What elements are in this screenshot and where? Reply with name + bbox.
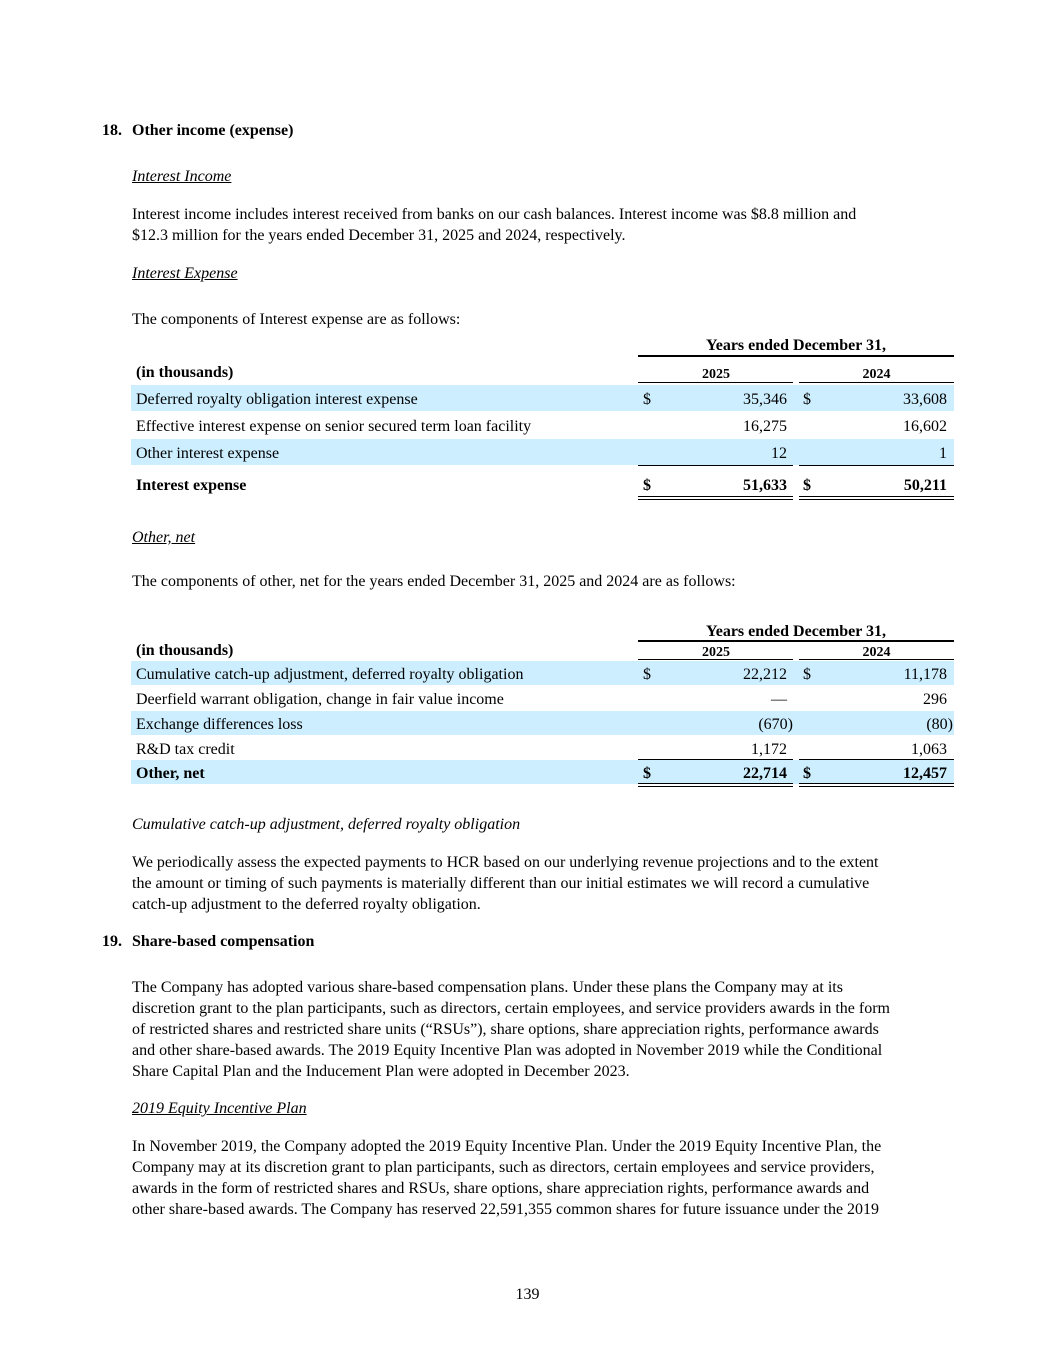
other-net-heading: Other, net (132, 529, 196, 546)
value-2025: — (771, 691, 787, 708)
para-line: The Company has adopted various share-based compensation plans. Under these plans the Company may at its (132, 979, 843, 996)
value-2024: 12,457 (903, 765, 947, 782)
para-line: of restricted shares and restricted share units (“RSUs”), share options, share appreciation rights, performance awards (132, 1021, 879, 1038)
dollar-sign: $ (643, 765, 651, 782)
dollar-sign: $ (643, 477, 651, 494)
table-row (131, 686, 954, 710)
interest-income-paragraph (132, 204, 954, 246)
column-header-2024: 2024 (862, 645, 891, 660)
equity-plan-heading: 2019 Equity Incentive Plan (132, 1100, 307, 1117)
row-label: Deerfield warrant obligation, change in fair value income (136, 691, 504, 708)
section-18-number: 18. (102, 122, 122, 139)
catchup-paragraph (132, 852, 954, 915)
para-line: Company may at its discretion grant to plan participants, such as directors, certain employees and service providers, (132, 1159, 875, 1176)
total-double-rule (799, 783, 954, 787)
dollar-sign: $ (803, 391, 811, 408)
catchup-heading: Cumulative catch-up adjustment, deferred royalty obligation (132, 816, 521, 833)
para-line: the amount or timing of such payments is materially different than our initial estimates we will record a cumulative (132, 875, 870, 892)
value-2024: 11,178 (903, 666, 947, 683)
dollar-sign: $ (643, 391, 651, 408)
column-rule (799, 659, 954, 660)
total-double-rule (638, 496, 793, 500)
table-total-row (131, 760, 954, 784)
total-double-rule (799, 496, 954, 500)
table-row (131, 711, 954, 735)
value-2025: 16,275 (743, 418, 787, 435)
row-label: Exchange differences loss (136, 716, 303, 733)
table-row (131, 736, 954, 760)
unit-label: (in thousands) (136, 364, 234, 381)
table-row (131, 385, 954, 411)
years-ended-header: Years ended December 31, (705, 623, 887, 640)
value-2024: 1 (939, 445, 947, 462)
para-line: awards in the form of restricted shares and RSUs, share options, share appreciation rights, performance awards and (132, 1180, 870, 1197)
value-2024: 33,608 (903, 391, 947, 408)
value-2024: (80) (926, 716, 953, 733)
para-line: catch-up adjustment to the deferred royalty obligation. (132, 896, 481, 913)
interest-expense-intro: The components of Interest expense are as follows: (132, 311, 461, 328)
value-2024: 50,211 (903, 477, 947, 494)
value-2025: 51,633 (743, 477, 787, 494)
other-net-intro: The components of other, net for the years ended December 31, 2025 and 2024 are as follows: (132, 573, 736, 590)
subtotal-rule (799, 465, 954, 466)
column-rule (638, 659, 793, 660)
value-2025: 22,714 (743, 765, 787, 782)
para-line: and other share-based awards. The 2019 Equity Incentive Plan was adopted in November 2019 while the Conditional (132, 1042, 883, 1059)
unit-label: (in thousands) (136, 642, 234, 659)
column-rule (638, 382, 793, 383)
row-label: Deferred royalty obligation interest expense (136, 391, 418, 408)
para-line: Share Capital Plan and the Inducement Plan were adopted in December 2023. (132, 1063, 630, 1080)
equity-plan-paragraph (132, 1136, 954, 1220)
para-line: other share-based awards. The Company has reserved 22,591,355 common shares for future issuance under the 2019 (132, 1201, 880, 1218)
value-2025: 35,346 (743, 391, 787, 408)
row-label: R&D tax credit (136, 741, 235, 758)
value-2025: 1,172 (751, 741, 787, 758)
row-label: Effective interest expense on senior secured term loan facility (136, 418, 532, 435)
years-ended-header: Years ended December 31, (705, 337, 887, 354)
dollar-sign: $ (643, 666, 651, 683)
subtotal-rule (638, 465, 793, 466)
column-header-2025: 2025 (702, 645, 730, 660)
value-2025: 12 (771, 445, 787, 462)
row-label: Cumulative catch-up adjustment, deferred royalty obligation (136, 666, 524, 683)
dollar-sign: $ (803, 477, 811, 494)
table-row (131, 439, 954, 465)
total-double-rule (638, 783, 793, 787)
dollar-sign: $ (803, 765, 811, 782)
page-number: 139 (515, 1286, 540, 1303)
section-18-title: Other income (expense) (132, 122, 294, 139)
value-2024: 16,602 (903, 418, 947, 435)
table-total-row (131, 472, 954, 498)
para-line: In November 2019, the Company adopted the 2019 Equity Incentive Plan. Under the 2019 Equity Incentive Plan, the (132, 1138, 882, 1155)
para-line: We periodically assess the expected payments to HCR based on our underlying revenue projections and to the extent (132, 854, 879, 871)
value-2024: 296 (923, 691, 947, 708)
para-line: Interest income includes interest received from banks on our cash balances. Interest income was $8.8 million and (132, 206, 857, 223)
column-rule (799, 382, 954, 383)
table-row (131, 661, 954, 685)
interest-income-heading: Interest Income (132, 168, 232, 185)
column-header-2025: 2025 (702, 367, 730, 382)
section-19-title: Share-based compensation (132, 933, 315, 950)
section-19-number: 19. (102, 933, 122, 950)
value-2025: (670) (758, 716, 793, 733)
header-rule (638, 355, 954, 357)
interest-expense-heading: Interest Expense (132, 265, 238, 282)
column-header-2024: 2024 (862, 367, 891, 382)
row-label: Other interest expense (136, 445, 280, 462)
para-line: discretion grant to the plan participants, such as directors, certain employees, and service providers awards in the form (132, 1000, 890, 1017)
value-2024: 1,063 (911, 741, 947, 758)
row-label: Interest expense (136, 477, 247, 494)
table-row (131, 412, 954, 438)
row-label: Other, net (136, 765, 205, 782)
value-2025: 22,212 (743, 666, 787, 683)
dollar-sign: $ (803, 666, 811, 683)
share-comp-paragraph (132, 977, 954, 1082)
para-line: $12.3 million for the years ended December 31, 2025 and 2024, respectively. (132, 227, 626, 244)
